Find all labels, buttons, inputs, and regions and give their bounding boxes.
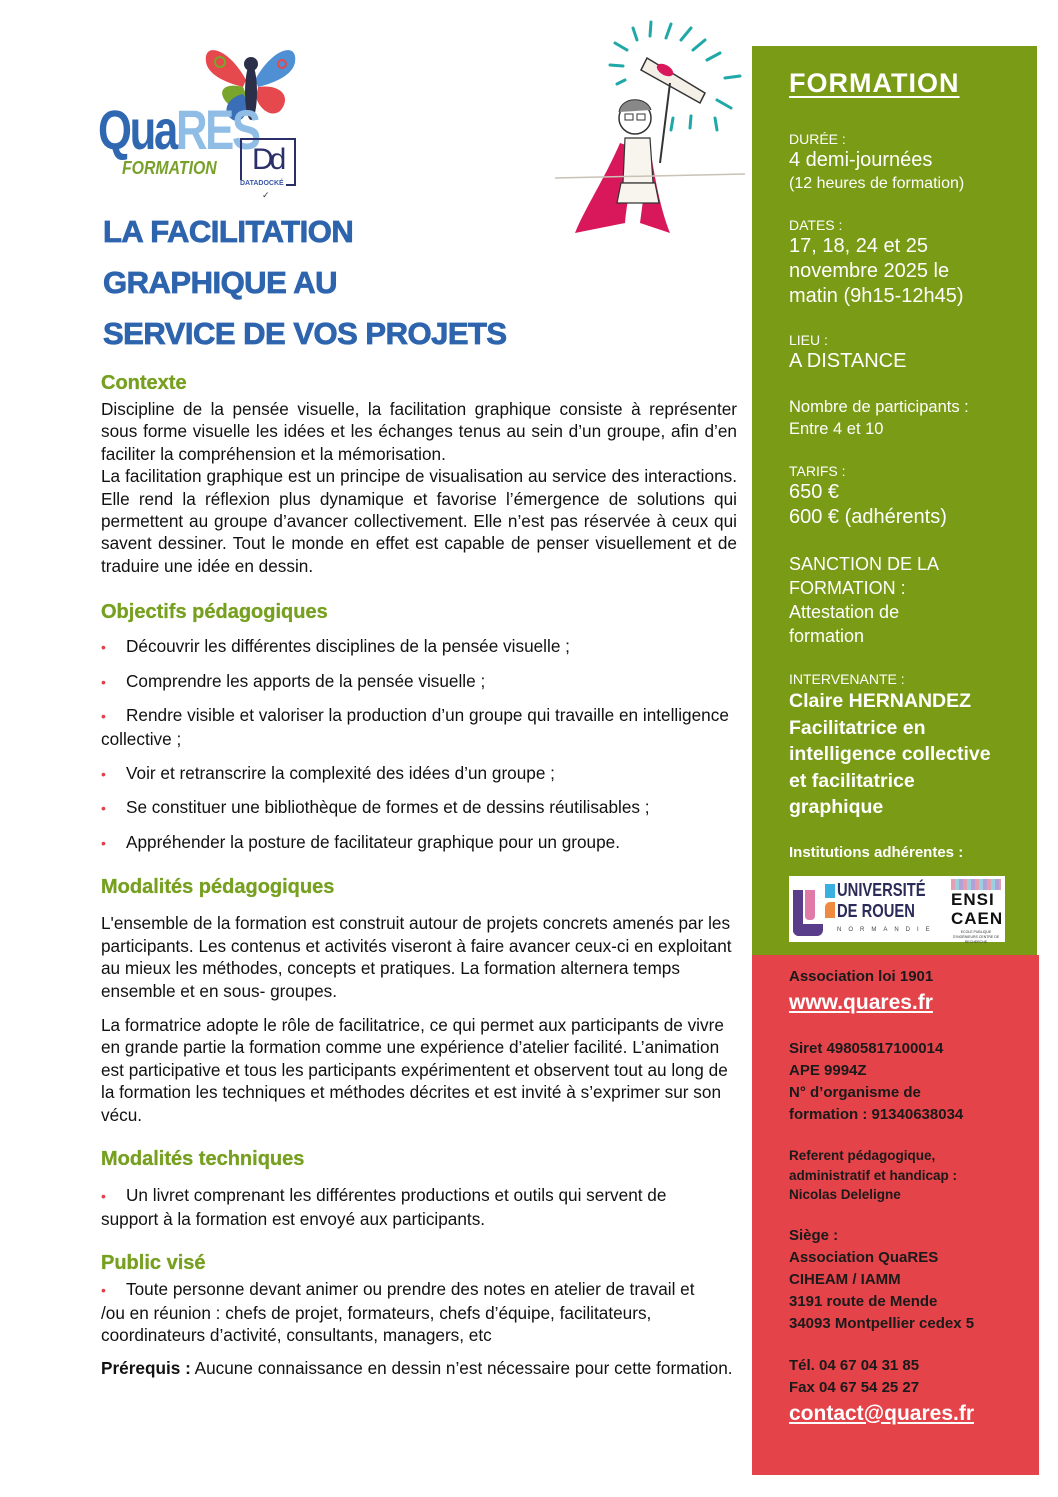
- sanction-line: formation: [789, 626, 865, 646]
- referent-line: Referent pédagogique,: [789, 1148, 936, 1163]
- ensi-pattern: [951, 879, 1001, 890]
- ensi-line-2: CAEN: [951, 909, 1004, 928]
- intervenante-line: et facilitatrice: [789, 769, 915, 792]
- contexte-paragraph-2: La facilitation graphique est un principe de visualisation au service des interactions. Elle rend la réflexion plus dynamique et favorise l’émergence de solutions qui permettent au groupe d’avancer collectivement. Elle n’est pas réservée à ceux qui savent dessiner. Tout le monde en effet est capable de penser visuellement et de traduire une idée en dessin.: [101, 466, 737, 576]
- contexte-paragraph-1: Discipline de la pensée visuelle, la facilitation graphique consiste à représenter sous forme visuelle les idées et les échanges tenus au sein d’un groupe, afin d’en faciliter la compréhension et la mémorisation.: [101, 399, 737, 464]
- intervenante-line: Facilitatrice en: [789, 716, 926, 739]
- participants-value: Entre 4 et 10: [789, 420, 884, 438]
- rouen-blue-mark: [825, 884, 835, 898]
- bullet-icon: •: [101, 765, 106, 782]
- institutions-label: Institutions adhérentes :: [789, 843, 964, 861]
- association-type: Association loi 1901: [789, 968, 934, 985]
- tarif-adherents: 600 € (adhérents): [789, 506, 947, 528]
- referent-line: Nicolas Deleligne: [789, 1187, 901, 1202]
- objectif-item: [101, 635, 737, 659]
- sanction-group: [789, 552, 1029, 648]
- brand-name: [98, 98, 259, 161]
- dates-group: [789, 216, 1029, 309]
- duree-note: (12 heures de formation): [789, 175, 965, 192]
- siege-line: 34093 Montpellier cedex 5: [789, 1314, 975, 1332]
- intervenante-line: Claire HERNANDEZ: [789, 690, 972, 712]
- page-title: [103, 206, 663, 359]
- participants-label: Nombre de participants :: [789, 398, 969, 416]
- objectif-text: Découvrir les différentes disciplines de la pensée visuelle ;: [126, 636, 570, 657]
- modalites-paragraph-2: La formatrice adopte le rôle de facilitatrice, ce qui permet aux participants de vivre en grande partie la formation comme une expérience d’atelier facilité. L’animation est participative et tous les participants expérimentent et observent tout au long de la formation les techniques et méthodes décrites et est invité à s’exprimer sur son vécu.: [101, 1015, 728, 1125]
- heading-modalites-techniques: Modalités techniques: [101, 1148, 305, 1171]
- lieu-label: LIEU :: [789, 332, 828, 348]
- objectif-text: Appréhender la posture de facilitateur graphique pour un groupe.: [126, 831, 621, 852]
- public-text: Toute personne devant animer ou prendre des notes en atelier de travail et /ou en réunion : chefs de projet, formateurs, chefs d’équipe, facilitateurs, coordinateurs d’activité, consultants, managers, etc: [101, 1279, 695, 1346]
- dates-line: matin (9h15-12h45): [789, 285, 964, 307]
- brand-qua: Qua: [98, 98, 176, 161]
- objectif-item: [101, 704, 737, 750]
- duree-label: DURÉE :: [789, 131, 846, 147]
- sanction-line: FORMATION :: [789, 578, 906, 598]
- lieu-group: [789, 331, 1029, 374]
- prerequis: [101, 1357, 737, 1379]
- telephone: Tél. 04 67 04 31 85: [789, 1356, 920, 1374]
- objectif-item: [101, 762, 737, 786]
- quares-formation-logo: [98, 40, 308, 200]
- dates-line: novembre 2025 le: [789, 260, 950, 282]
- referent-line: administratif et handicap :: [789, 1167, 958, 1183]
- page-title-line-3: SERVICE DE VOS PROJETS: [103, 316, 507, 351]
- email-link[interactable]: contact@quares.fr: [789, 1401, 975, 1425]
- siege-line: Association QuaRES: [789, 1248, 939, 1266]
- siege-label: Siège :: [789, 1226, 839, 1244]
- bullet-icon: •: [101, 834, 106, 851]
- page-title-line-2: GRAPHIQUE AU: [103, 265, 337, 300]
- technique-item: [101, 1184, 721, 1230]
- brand-subtitle: FORMATION: [122, 158, 217, 178]
- main-content: [101, 370, 737, 1379]
- prerequis-label: Prérequis :: [101, 1358, 191, 1379]
- siege-line: 3191 route de Mende: [789, 1292, 938, 1310]
- bullet-icon: •: [101, 1282, 106, 1299]
- intervenante-line: graphique: [789, 796, 884, 818]
- duree-group: [789, 130, 1029, 194]
- organisme-line: N° d’organisme de: [789, 1084, 921, 1101]
- prerequis-text: Aucune connaissance en dessin n’est nécessaire pour cette formation.: [190, 1358, 733, 1379]
- intervenante-line: intelligence collective: [789, 743, 991, 765]
- heading-public-vise: Public visé: [101, 1252, 206, 1275]
- tarifs-label: TARIFS :: [789, 463, 846, 479]
- ensi-subtitle: ECOLE PUBLIQUE D'INGÉNIEURS CENTRE DE RECHERCHE: [952, 930, 1000, 944]
- siret: Siret 49805817100014: [789, 1040, 944, 1057]
- technique-text: Un livret comprenant les différentes productions et outils qui servent de support à la formation est envoyé aux participants.: [101, 1185, 667, 1229]
- bullet-icon: •: [101, 708, 106, 725]
- modalites-paragraph-1: L'ensemble de la formation est construit autour de projets concrets amenés par les participants. Les contenus et activités viseront à faire avancer ceux-ci en exploitant au mieux les méthodes, concepts et pratiques. La formation alternera temps ensemble et en sous- groupes.: [101, 913, 732, 1001]
- heading-objectifs: Objectifs pédagogiques: [101, 601, 328, 624]
- siege-line: CIHEAM / IAMM: [789, 1270, 901, 1288]
- objectif-item: [101, 831, 737, 855]
- formation-info-content: [789, 66, 1029, 863]
- institutions-logos: [789, 876, 1005, 942]
- rouen-line-3: NORMANDIE: [837, 927, 937, 933]
- rouen-orange-mark: [825, 902, 835, 918]
- website-link[interactable]: www.quares.fr: [789, 991, 933, 1014]
- ape-code: APE 9994Z: [789, 1062, 867, 1079]
- intervenante-label: INTERVENANTE :: [789, 671, 905, 687]
- dates-label: DATES :: [789, 217, 843, 233]
- bullet-icon: •: [101, 800, 106, 817]
- heading-contexte: Contexte: [101, 372, 187, 394]
- dates-line: 17, 18, 24 et 25: [789, 235, 929, 257]
- tarif-standard: 650 €: [789, 481, 840, 503]
- ensi-line-1: ENSI: [951, 890, 995, 909]
- public-item: [101, 1278, 706, 1347]
- sanction-line: Attestation de: [789, 602, 900, 622]
- bullet-icon: •: [101, 1188, 106, 1205]
- participants-group: [789, 396, 1029, 440]
- bullet-icon: •: [101, 639, 106, 656]
- datadock-label: DATADOCKÉ: [240, 180, 284, 187]
- objectif-item: [101, 796, 737, 820]
- objectif-text: Voir et retranscrire la complexité des idées d’un groupe ;: [126, 762, 555, 783]
- datadock-letters: Dd: [252, 143, 283, 176]
- lieu-value: A DISTANCE: [789, 350, 907, 372]
- check-icon: ✓: [262, 190, 270, 200]
- sanction-line: SANCTION DE LA: [789, 554, 940, 574]
- rouen-logo-mark: [793, 884, 823, 936]
- contact-info-content: [789, 966, 1034, 1429]
- datadock-badge: [240, 138, 296, 200]
- objectif-item: [101, 670, 737, 694]
- panel-title: FORMATION: [789, 68, 960, 98]
- page-title-line-1: LA FACILITATION: [103, 214, 354, 249]
- rouen-line-1: UNIVERSITÉ: [837, 880, 926, 900]
- objectif-text: Se constituer une bibliothèque de formes et de dessins réutilisables ;: [126, 797, 650, 818]
- organisme-line: formation : 91340638034: [789, 1106, 964, 1123]
- tarifs-group: [789, 462, 1029, 530]
- brand-res: RES: [175, 98, 259, 161]
- intervenante-group: [789, 670, 1029, 821]
- duree-value: 4 demi-journées: [789, 149, 933, 171]
- heading-modalites-pedagogiques: Modalités pédagogiques: [101, 876, 335, 899]
- facilitator-illustration: [555, 8, 750, 238]
- objectif-text: Rendre visible et valoriser la production d’un groupe qui travaille en intelligence collective ;: [101, 705, 729, 750]
- objectif-text: Comprendre les apports de la pensée visuelle ;: [126, 670, 486, 691]
- fax: Fax 04 67 54 25 27: [789, 1378, 920, 1396]
- bullet-icon: •: [101, 673, 106, 690]
- rouen-line-2: DE ROUEN: [837, 901, 915, 921]
